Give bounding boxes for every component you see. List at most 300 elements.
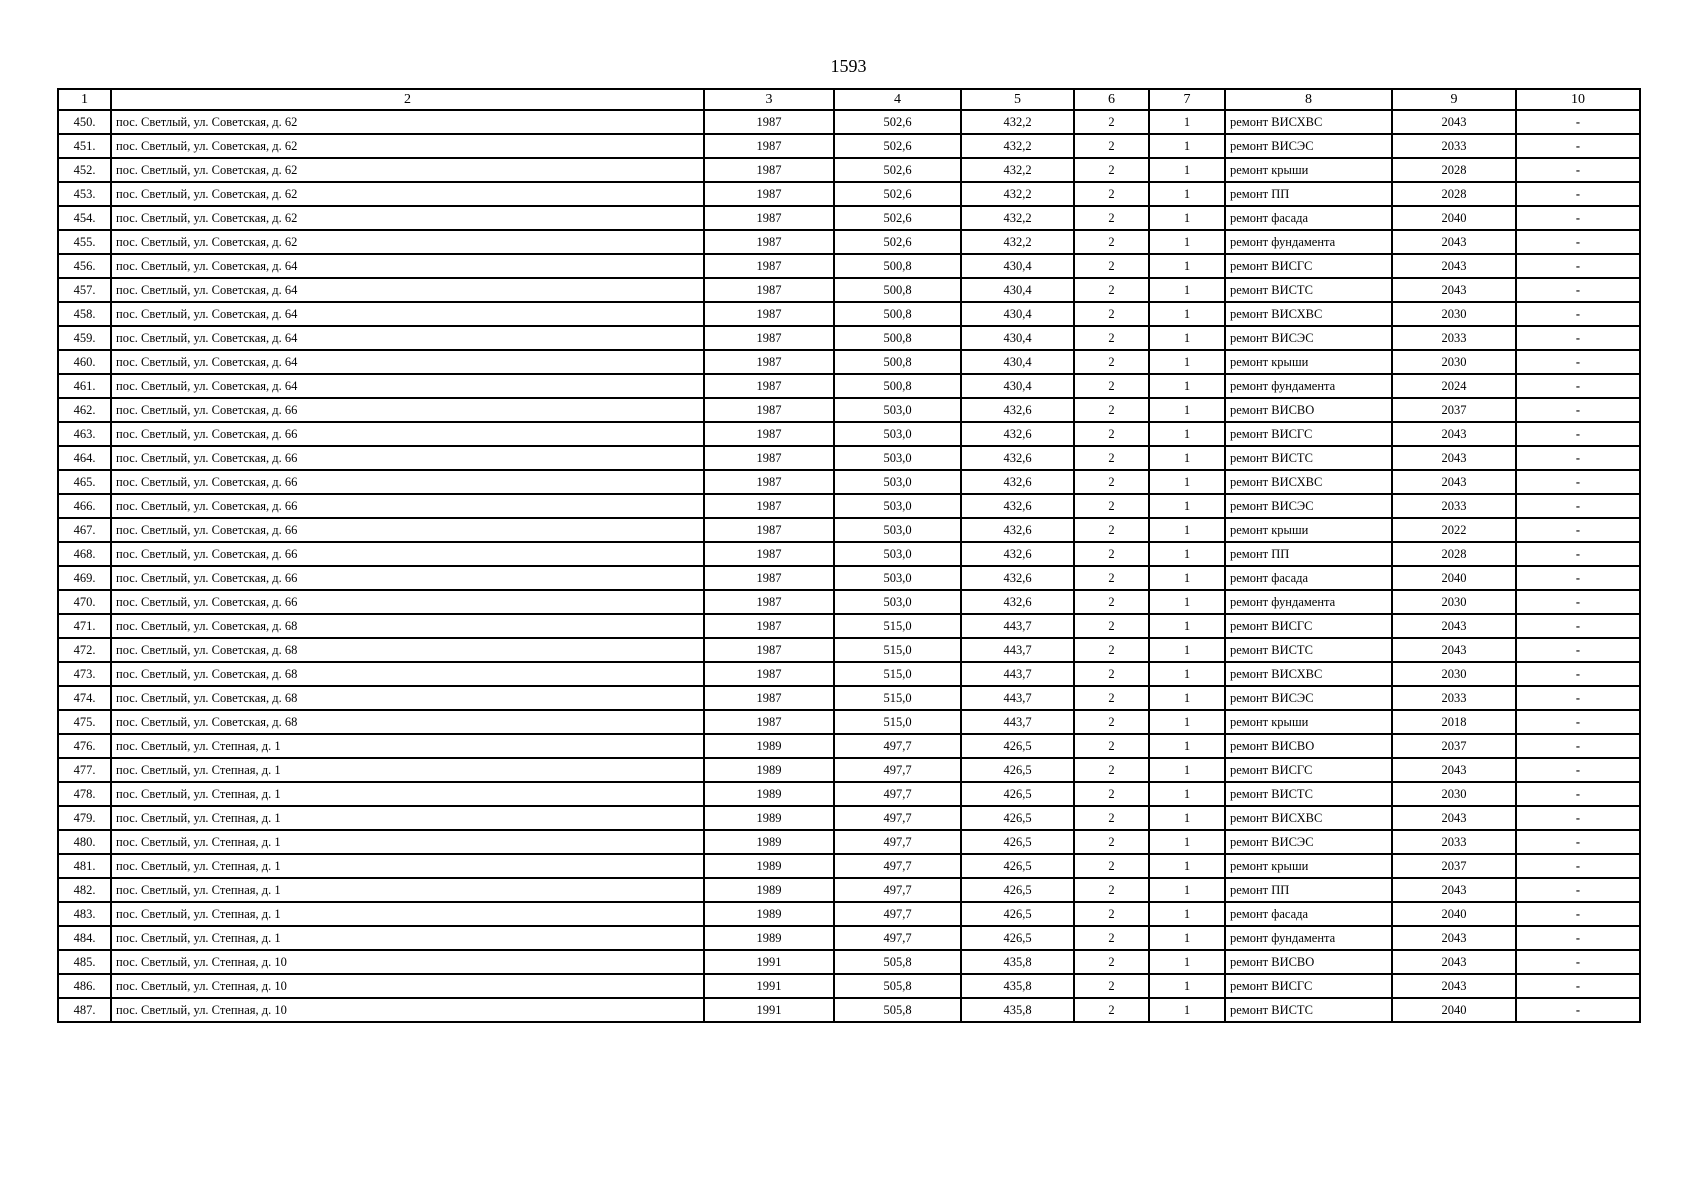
column-header-4: 4 (834, 89, 961, 110)
cell-entrances: 1 (1149, 782, 1225, 806)
cell-build-year: 1987 (704, 662, 834, 686)
cell-total-area: 502,6 (834, 158, 961, 182)
cell-work-type: ремонт ВИСТС (1225, 998, 1392, 1022)
cell-work-type: ремонт ВИСЭС (1225, 830, 1392, 854)
cell-note: - (1516, 254, 1640, 278)
table-row (58, 950, 1640, 974)
cell-living-area: 430,4 (961, 374, 1074, 398)
cell-floors: 2 (1074, 542, 1149, 566)
cell-total-area: 502,6 (834, 110, 961, 134)
cell-note: - (1516, 542, 1640, 566)
cell-planned-year: 2030 (1392, 662, 1516, 686)
cell-note: - (1516, 374, 1640, 398)
cell-entrances: 1 (1149, 110, 1225, 134)
cell-address: пос. Светлый, ул. Советская, д. 66 (111, 494, 704, 518)
cell-planned-year: 2037 (1392, 734, 1516, 758)
cell-work-type: ремонт ВИСГС (1225, 974, 1392, 998)
cell-build-year: 1987 (704, 638, 834, 662)
cell-planned-year: 2043 (1392, 422, 1516, 446)
cell-address: пос. Светлый, ул. Советская, д. 68 (111, 614, 704, 638)
table-row (58, 422, 1640, 446)
table-row (58, 566, 1640, 590)
cell-note: - (1516, 470, 1640, 494)
cell-build-year: 1989 (704, 854, 834, 878)
cell-address: пос. Светлый, ул. Советская, д. 66 (111, 518, 704, 542)
cell-row-number: 451. (58, 134, 111, 158)
cell-entrances: 1 (1149, 590, 1225, 614)
cell-note: - (1516, 110, 1640, 134)
cell-address: пос. Светлый, ул. Степная, д. 1 (111, 854, 704, 878)
cell-row-number: 460. (58, 350, 111, 374)
cell-total-area: 497,7 (834, 830, 961, 854)
cell-total-area: 515,0 (834, 662, 961, 686)
cell-row-number: 453. (58, 182, 111, 206)
cell-entrances: 1 (1149, 614, 1225, 638)
cell-build-year: 1989 (704, 782, 834, 806)
cell-note: - (1516, 182, 1640, 206)
cell-planned-year: 2028 (1392, 182, 1516, 206)
cell-row-number: 466. (58, 494, 111, 518)
cell-build-year: 1987 (704, 182, 834, 206)
cell-build-year: 1991 (704, 998, 834, 1022)
cell-row-number: 483. (58, 902, 111, 926)
cell-entrances: 1 (1149, 158, 1225, 182)
table-body (58, 110, 1640, 1022)
cell-work-type: ремонт фасада (1225, 206, 1392, 230)
cell-planned-year: 2040 (1392, 902, 1516, 926)
cell-floors: 2 (1074, 614, 1149, 638)
cell-address: пос. Светлый, ул. Советская, д. 66 (111, 590, 704, 614)
cell-row-number: 481. (58, 854, 111, 878)
cell-entrances: 1 (1149, 710, 1225, 734)
cell-planned-year: 2028 (1392, 542, 1516, 566)
cell-planned-year: 2018 (1392, 710, 1516, 734)
cell-work-type: ремонт ВИСТС (1225, 278, 1392, 302)
cell-entrances: 1 (1149, 686, 1225, 710)
cell-row-number: 450. (58, 110, 111, 134)
cell-row-number: 470. (58, 590, 111, 614)
cell-living-area: 426,5 (961, 926, 1074, 950)
cell-total-area: 500,8 (834, 350, 961, 374)
cell-floors: 2 (1074, 830, 1149, 854)
cell-living-area: 432,6 (961, 446, 1074, 470)
table-row (58, 734, 1640, 758)
cell-address: пос. Светлый, ул. Степная, д. 10 (111, 974, 704, 998)
cell-total-area: 503,0 (834, 590, 961, 614)
cell-living-area: 430,4 (961, 278, 1074, 302)
cell-build-year: 1987 (704, 566, 834, 590)
cell-work-type: ремонт ВИСХВС (1225, 470, 1392, 494)
cell-living-area: 432,6 (961, 566, 1074, 590)
cell-entrances: 1 (1149, 878, 1225, 902)
cell-entrances: 1 (1149, 998, 1225, 1022)
cell-build-year: 1987 (704, 446, 834, 470)
cell-note: - (1516, 998, 1640, 1022)
cell-planned-year: 2033 (1392, 686, 1516, 710)
table-row (58, 230, 1640, 254)
column-header-5: 5 (961, 89, 1074, 110)
cell-work-type: ремонт ПП (1225, 182, 1392, 206)
cell-note: - (1516, 326, 1640, 350)
cell-note: - (1516, 134, 1640, 158)
cell-note: - (1516, 830, 1640, 854)
cell-floors: 2 (1074, 134, 1149, 158)
cell-address: пос. Светлый, ул. Советская, д. 62 (111, 182, 704, 206)
cell-total-area: 497,7 (834, 926, 961, 950)
cell-entrances: 1 (1149, 518, 1225, 542)
cell-row-number: 471. (58, 614, 111, 638)
table-row (58, 782, 1640, 806)
cell-planned-year: 2043 (1392, 758, 1516, 782)
cell-build-year: 1989 (704, 806, 834, 830)
cell-address: пос. Светлый, ул. Советская, д. 66 (111, 398, 704, 422)
cell-floors: 2 (1074, 758, 1149, 782)
cell-address: пос. Светлый, ул. Степная, д. 1 (111, 902, 704, 926)
cell-work-type: ремонт ВИСВО (1225, 398, 1392, 422)
cell-total-area: 503,0 (834, 446, 961, 470)
cell-total-area: 500,8 (834, 374, 961, 398)
cell-row-number: 476. (58, 734, 111, 758)
cell-note: - (1516, 806, 1640, 830)
cell-address: пос. Светлый, ул. Степная, д. 10 (111, 998, 704, 1022)
cell-note: - (1516, 614, 1640, 638)
cell-work-type: ремонт ВИСЭС (1225, 134, 1392, 158)
cell-work-type: ремонт фасада (1225, 566, 1392, 590)
cell-planned-year: 2043 (1392, 230, 1516, 254)
cell-living-area: 443,7 (961, 710, 1074, 734)
cell-living-area: 435,8 (961, 950, 1074, 974)
table-row (58, 518, 1640, 542)
cell-entrances: 1 (1149, 470, 1225, 494)
cell-total-area: 505,8 (834, 998, 961, 1022)
cell-total-area: 502,6 (834, 182, 961, 206)
cell-row-number: 465. (58, 470, 111, 494)
cell-build-year: 1989 (704, 902, 834, 926)
cell-living-area: 443,7 (961, 614, 1074, 638)
table-row (58, 830, 1640, 854)
cell-total-area: 500,8 (834, 326, 961, 350)
cell-address: пос. Светлый, ул. Советская, д. 64 (111, 278, 704, 302)
cell-note: - (1516, 734, 1640, 758)
column-header-3: 3 (704, 89, 834, 110)
cell-row-number: 487. (58, 998, 111, 1022)
column-header-8: 8 (1225, 89, 1392, 110)
cell-row-number: 456. (58, 254, 111, 278)
table-row (58, 998, 1640, 1022)
table-row (58, 878, 1640, 902)
cell-note: - (1516, 686, 1640, 710)
cell-living-area: 430,4 (961, 326, 1074, 350)
cell-build-year: 1987 (704, 206, 834, 230)
cell-total-area: 515,0 (834, 710, 961, 734)
cell-address: пос. Светлый, ул. Советская, д. 62 (111, 134, 704, 158)
cell-row-number: 468. (58, 542, 111, 566)
cell-living-area: 432,2 (961, 230, 1074, 254)
cell-entrances: 1 (1149, 566, 1225, 590)
cell-row-number: 454. (58, 206, 111, 230)
cell-work-type: ремонт ВИСГС (1225, 254, 1392, 278)
cell-address: пос. Светлый, ул. Степная, д. 1 (111, 758, 704, 782)
cell-floors: 2 (1074, 422, 1149, 446)
table-row (58, 158, 1640, 182)
cell-total-area: 500,8 (834, 254, 961, 278)
cell-address: пос. Светлый, ул. Советская, д. 64 (111, 350, 704, 374)
cell-entrances: 1 (1149, 494, 1225, 518)
table-row (58, 446, 1640, 470)
cell-build-year: 1987 (704, 422, 834, 446)
cell-work-type: ремонт ВИСГС (1225, 422, 1392, 446)
cell-address: пос. Светлый, ул. Степная, д. 1 (111, 878, 704, 902)
cell-planned-year: 2033 (1392, 326, 1516, 350)
cell-entrances: 1 (1149, 230, 1225, 254)
cell-total-area: 503,0 (834, 494, 961, 518)
cell-total-area: 505,8 (834, 950, 961, 974)
cell-row-number: 452. (58, 158, 111, 182)
cell-floors: 2 (1074, 230, 1149, 254)
cell-total-area: 502,6 (834, 206, 961, 230)
cell-entrances: 1 (1149, 422, 1225, 446)
cell-entrances: 1 (1149, 638, 1225, 662)
cell-address: пос. Светлый, ул. Степная, д. 1 (111, 806, 704, 830)
cell-address: пос. Светлый, ул. Советская, д. 64 (111, 302, 704, 326)
cell-floors: 2 (1074, 566, 1149, 590)
cell-living-area: 432,6 (961, 494, 1074, 518)
cell-planned-year: 2043 (1392, 254, 1516, 278)
cell-total-area: 515,0 (834, 638, 961, 662)
cell-build-year: 1991 (704, 950, 834, 974)
cell-planned-year: 2043 (1392, 614, 1516, 638)
cell-row-number: 462. (58, 398, 111, 422)
cell-row-number: 463. (58, 422, 111, 446)
table-row (58, 110, 1640, 134)
cell-note: - (1516, 590, 1640, 614)
cell-floors: 2 (1074, 974, 1149, 998)
cell-work-type: ремонт крыши (1225, 158, 1392, 182)
cell-build-year: 1987 (704, 134, 834, 158)
cell-floors: 2 (1074, 470, 1149, 494)
cell-note: - (1516, 710, 1640, 734)
cell-note: - (1516, 902, 1640, 926)
cell-build-year: 1987 (704, 326, 834, 350)
cell-row-number: 461. (58, 374, 111, 398)
cell-planned-year: 2043 (1392, 446, 1516, 470)
cell-note: - (1516, 974, 1640, 998)
cell-floors: 2 (1074, 254, 1149, 278)
table-row (58, 254, 1640, 278)
cell-row-number: 480. (58, 830, 111, 854)
cell-floors: 2 (1074, 278, 1149, 302)
cell-build-year: 1987 (704, 398, 834, 422)
table-row (58, 350, 1640, 374)
cell-total-area: 515,0 (834, 686, 961, 710)
table-row (58, 494, 1640, 518)
cell-address: пос. Светлый, ул. Степная, д. 1 (111, 830, 704, 854)
cell-living-area: 430,4 (961, 350, 1074, 374)
cell-row-number: 479. (58, 806, 111, 830)
table-header-row (58, 89, 1640, 110)
table-row (58, 470, 1640, 494)
cell-planned-year: 2033 (1392, 494, 1516, 518)
table-row (58, 686, 1640, 710)
cell-build-year: 1989 (704, 830, 834, 854)
cell-note: - (1516, 662, 1640, 686)
cell-address: пос. Светлый, ул. Советская, д. 64 (111, 254, 704, 278)
cell-entrances: 1 (1149, 830, 1225, 854)
cell-build-year: 1987 (704, 590, 834, 614)
table-row (58, 542, 1640, 566)
table-row (58, 326, 1640, 350)
cell-planned-year: 2043 (1392, 638, 1516, 662)
cell-total-area: 500,8 (834, 278, 961, 302)
cell-note: - (1516, 758, 1640, 782)
cell-floors: 2 (1074, 998, 1149, 1022)
cell-row-number: 477. (58, 758, 111, 782)
cell-living-area: 426,5 (961, 806, 1074, 830)
cell-address: пос. Светлый, ул. Степная, д. 1 (111, 782, 704, 806)
cell-floors: 2 (1074, 158, 1149, 182)
cell-note: - (1516, 926, 1640, 950)
cell-entrances: 1 (1149, 806, 1225, 830)
cell-entrances: 1 (1149, 446, 1225, 470)
table-row (58, 974, 1640, 998)
table-row (58, 374, 1640, 398)
cell-planned-year: 2033 (1392, 134, 1516, 158)
cell-entrances: 1 (1149, 758, 1225, 782)
cell-work-type: ремонт фундамента (1225, 590, 1392, 614)
cell-floors: 2 (1074, 518, 1149, 542)
cell-row-number: 469. (58, 566, 111, 590)
table-row (58, 638, 1640, 662)
cell-floors: 2 (1074, 806, 1149, 830)
cell-total-area: 497,7 (834, 758, 961, 782)
cell-address: пос. Светлый, ул. Степная, д. 1 (111, 734, 704, 758)
cell-floors: 2 (1074, 350, 1149, 374)
cell-planned-year: 2043 (1392, 470, 1516, 494)
cell-entrances: 1 (1149, 926, 1225, 950)
cell-planned-year: 2022 (1392, 518, 1516, 542)
cell-living-area: 432,6 (961, 398, 1074, 422)
cell-floors: 2 (1074, 590, 1149, 614)
cell-row-number: 478. (58, 782, 111, 806)
cell-total-area: 497,7 (834, 854, 961, 878)
cell-planned-year: 2040 (1392, 998, 1516, 1022)
cell-work-type: ремонт крыши (1225, 350, 1392, 374)
cell-row-number: 464. (58, 446, 111, 470)
cell-total-area: 503,0 (834, 398, 961, 422)
cell-living-area: 435,8 (961, 974, 1074, 998)
cell-total-area: 502,6 (834, 230, 961, 254)
cell-work-type: ремонт ВИСГС (1225, 614, 1392, 638)
cell-living-area: 432,6 (961, 470, 1074, 494)
cell-floors: 2 (1074, 902, 1149, 926)
cell-row-number: 475. (58, 710, 111, 734)
page-number: 1593 (830, 56, 867, 76)
cell-build-year: 1987 (704, 470, 834, 494)
cell-work-type: ремонт ПП (1225, 542, 1392, 566)
cell-build-year: 1991 (704, 974, 834, 998)
cell-entrances: 1 (1149, 950, 1225, 974)
cell-total-area: 497,7 (834, 806, 961, 830)
cell-living-area: 432,6 (961, 422, 1074, 446)
cell-address: пос. Светлый, ул. Советская, д. 62 (111, 230, 704, 254)
cell-planned-year: 2043 (1392, 950, 1516, 974)
cell-work-type: ремонт ВИСХВС (1225, 806, 1392, 830)
cell-floors: 2 (1074, 206, 1149, 230)
cell-build-year: 1987 (704, 350, 834, 374)
cell-build-year: 1989 (704, 926, 834, 950)
cell-build-year: 1987 (704, 374, 834, 398)
cell-living-area: 432,2 (961, 110, 1074, 134)
cell-living-area: 426,5 (961, 758, 1074, 782)
cell-address: пос. Светлый, ул. Советская, д. 66 (111, 470, 704, 494)
cell-entrances: 1 (1149, 542, 1225, 566)
cell-living-area: 426,5 (961, 878, 1074, 902)
cell-work-type: ремонт ВИСХВС (1225, 302, 1392, 326)
cell-work-type: ремонт ВИСТС (1225, 782, 1392, 806)
cell-entrances: 1 (1149, 206, 1225, 230)
table-row (58, 182, 1640, 206)
cell-floors: 2 (1074, 446, 1149, 470)
table-row (58, 278, 1640, 302)
cell-note: - (1516, 782, 1640, 806)
cell-row-number: 486. (58, 974, 111, 998)
cell-planned-year: 2043 (1392, 878, 1516, 902)
cell-address: пос. Светлый, ул. Советская, д. 68 (111, 638, 704, 662)
cell-note: - (1516, 854, 1640, 878)
cell-total-area: 497,7 (834, 734, 961, 758)
cell-note: - (1516, 398, 1640, 422)
table-row (58, 206, 1640, 230)
cell-build-year: 1987 (704, 614, 834, 638)
cell-row-number: 472. (58, 638, 111, 662)
cell-row-number: 458. (58, 302, 111, 326)
column-header-1: 1 (58, 89, 111, 110)
cell-entrances: 1 (1149, 254, 1225, 278)
cell-floors: 2 (1074, 662, 1149, 686)
cell-entrances: 1 (1149, 278, 1225, 302)
cell-row-number: 457. (58, 278, 111, 302)
cell-work-type: ремонт крыши (1225, 710, 1392, 734)
cell-floors: 2 (1074, 710, 1149, 734)
cell-build-year: 1987 (704, 494, 834, 518)
cell-entrances: 1 (1149, 350, 1225, 374)
cell-work-type: ремонт ВИСВО (1225, 950, 1392, 974)
table-row (58, 710, 1640, 734)
cell-floors: 2 (1074, 638, 1149, 662)
cell-living-area: 430,4 (961, 254, 1074, 278)
column-header-9: 9 (1392, 89, 1516, 110)
cell-note: - (1516, 206, 1640, 230)
cell-address: пос. Светлый, ул. Советская, д. 66 (111, 542, 704, 566)
cell-note: - (1516, 278, 1640, 302)
cell-living-area: 432,6 (961, 590, 1074, 614)
cell-planned-year: 2043 (1392, 926, 1516, 950)
cell-work-type: ремонт ВИСГС (1225, 758, 1392, 782)
cell-planned-year: 2040 (1392, 566, 1516, 590)
cell-floors: 2 (1074, 734, 1149, 758)
repair-schedule-table (57, 88, 1641, 1023)
cell-entrances: 1 (1149, 974, 1225, 998)
cell-planned-year: 2043 (1392, 806, 1516, 830)
cell-total-area: 505,8 (834, 974, 961, 998)
cell-build-year: 1989 (704, 878, 834, 902)
cell-note: - (1516, 950, 1640, 974)
cell-floors: 2 (1074, 302, 1149, 326)
cell-row-number: 473. (58, 662, 111, 686)
cell-planned-year: 2028 (1392, 158, 1516, 182)
cell-build-year: 1987 (704, 254, 834, 278)
cell-address: пос. Светлый, ул. Советская, д. 66 (111, 422, 704, 446)
